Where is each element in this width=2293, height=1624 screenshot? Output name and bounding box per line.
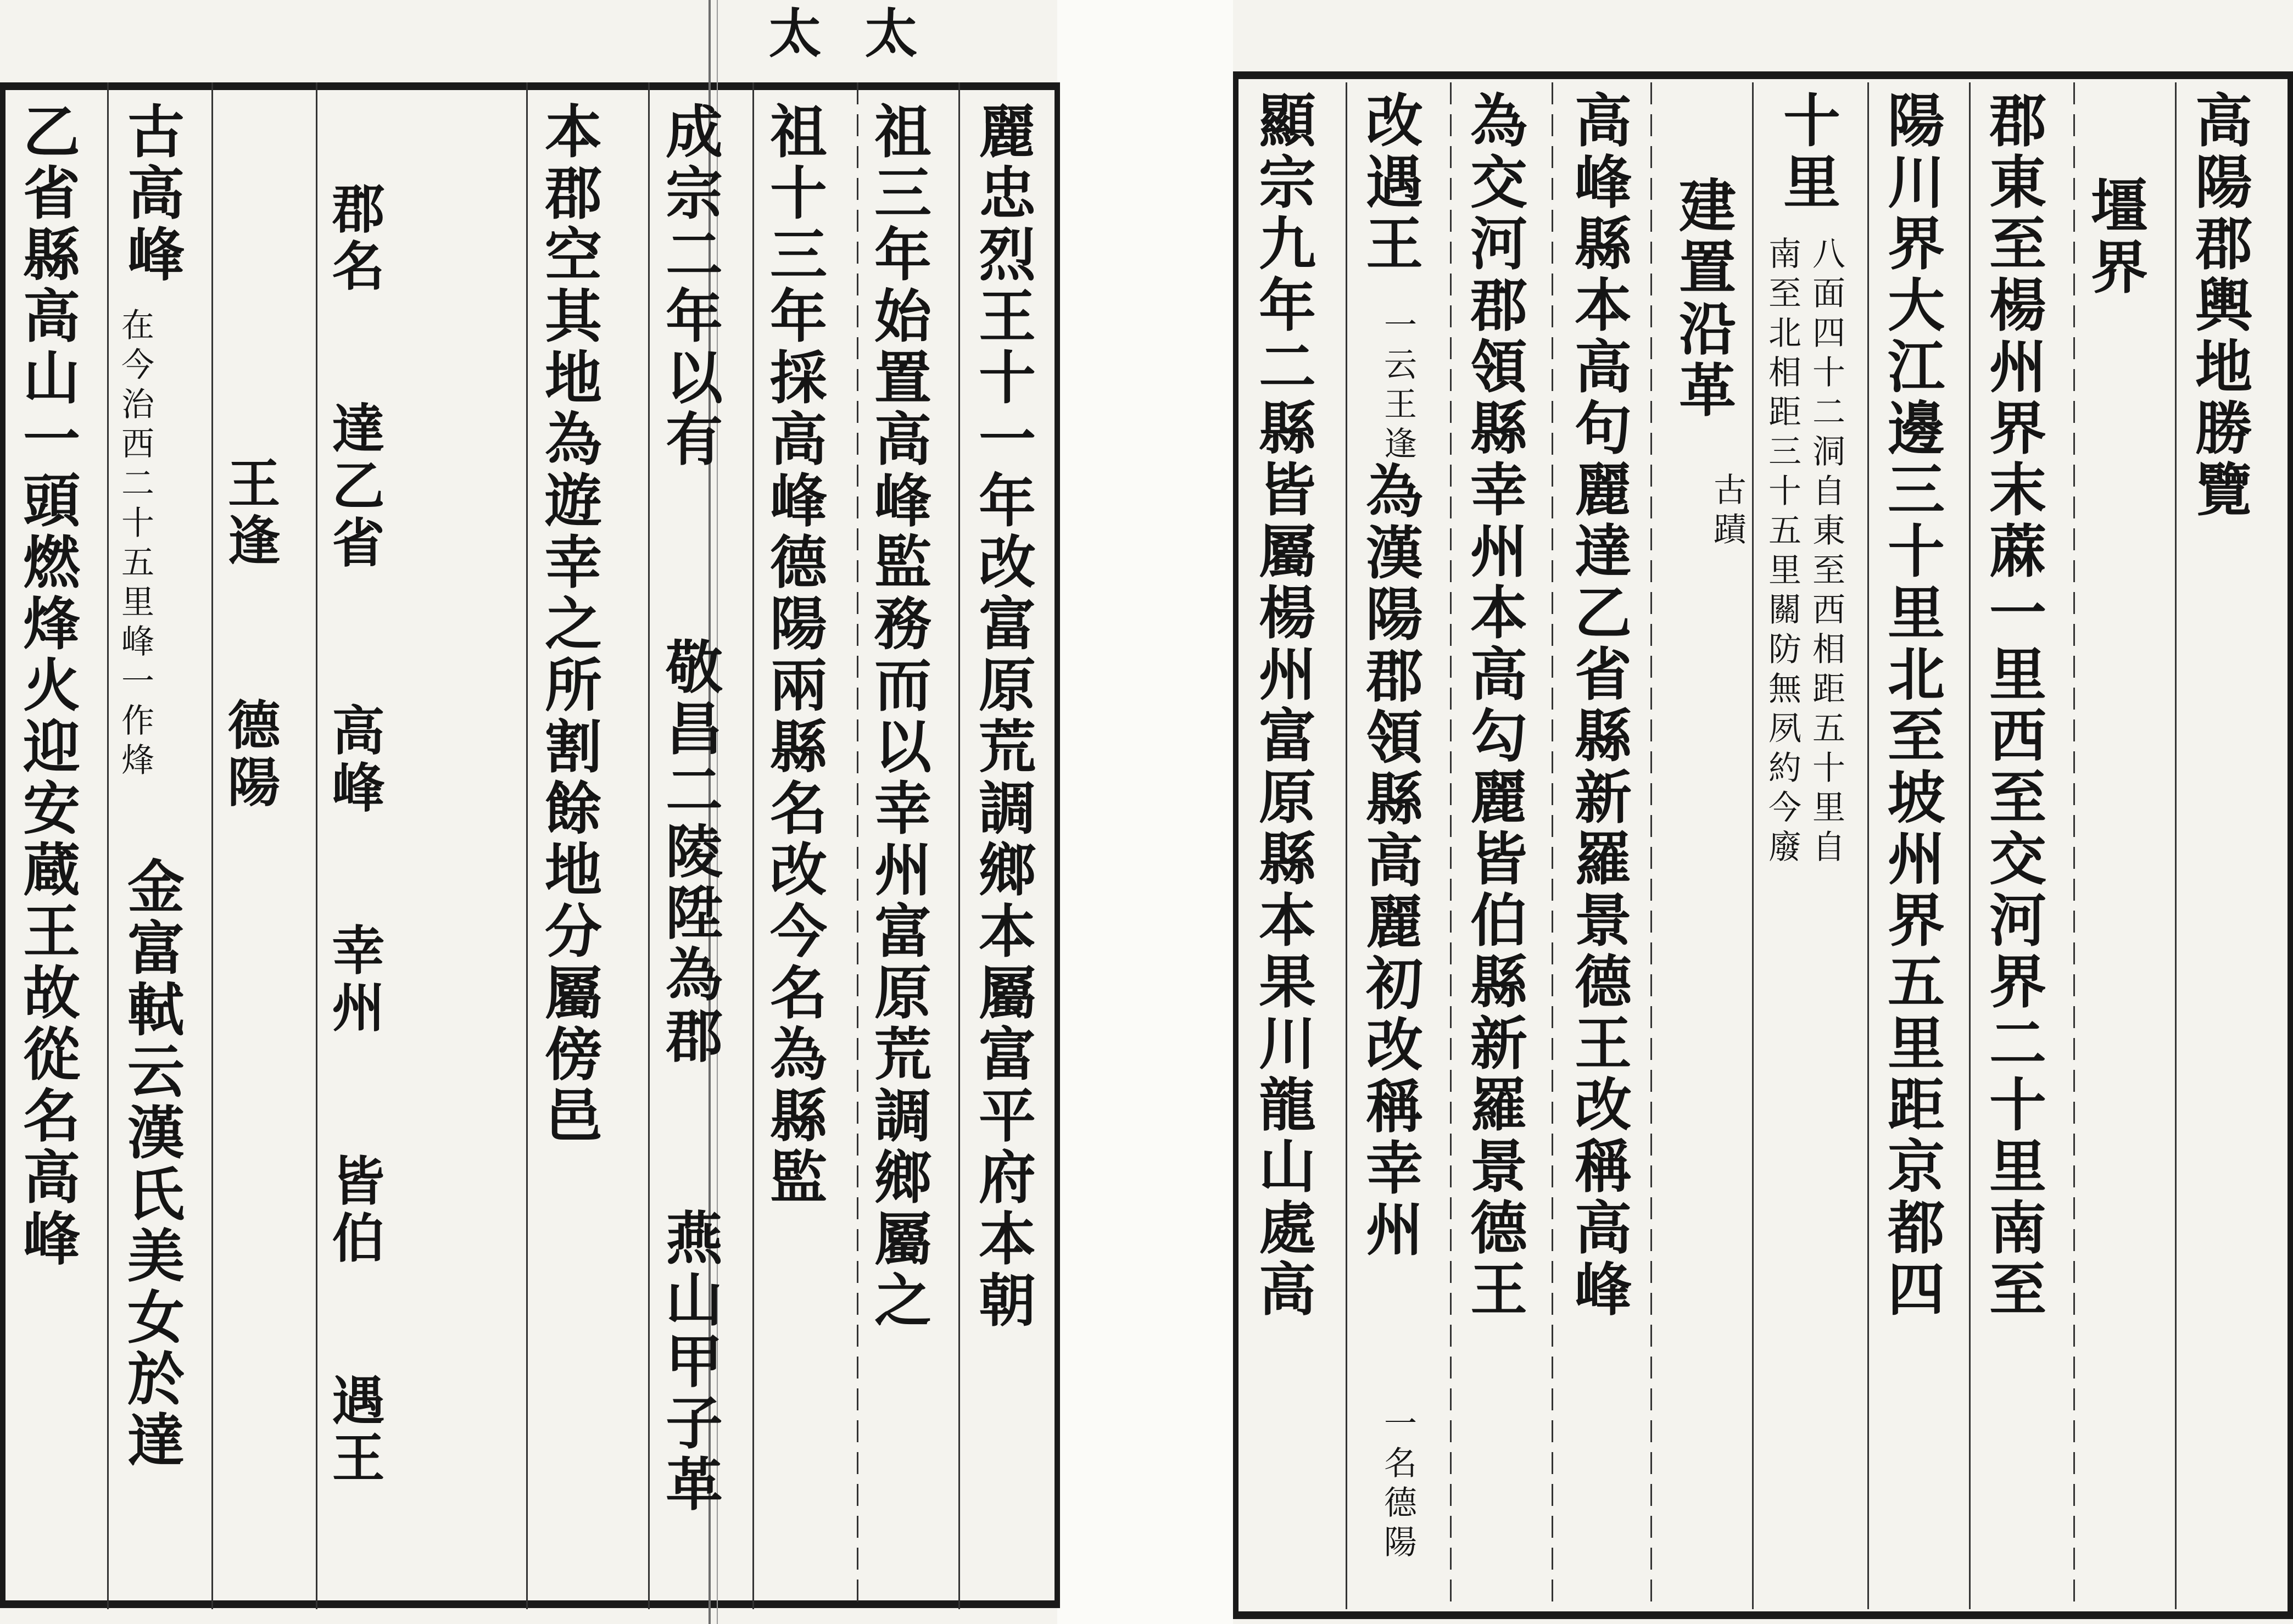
- right-ruling-7: [1552, 82, 1553, 1609]
- names-label: 郡名: [323, 181, 386, 295]
- antiquity-note: 在今治西二十五里峰一作烽: [116, 308, 154, 782]
- boundary-text-1: 郡東至楊州界末蔴一里西至交河界二十里南至: [1979, 91, 2047, 1321]
- left-col-4a: 成宗二年以有: [656, 102, 723, 471]
- note-a: 八面四十二洞自東至西相距五十里自: [1807, 236, 1845, 869]
- section-history: 建置沿革: [1669, 176, 1737, 422]
- note-d: 一名德陽: [1379, 1406, 1417, 1564]
- left-ruling-2: [857, 82, 858, 1609]
- name-1: 達乙省: [323, 401, 386, 572]
- right-ruling-1: [2175, 82, 2177, 1609]
- name-6: 王逢: [219, 456, 281, 570]
- antiquity-title: 古高峰: [118, 102, 185, 286]
- left-col-2: 祖三年始置高峰監務而以幸州富原荒調鄉屬之: [864, 102, 932, 1332]
- left-ruling-6: [316, 82, 317, 1609]
- history-5: 顯宗九年二縣皆屬楊州富原縣本果川龍山處高: [1249, 91, 1316, 1321]
- right-ruling-2: [2073, 82, 2075, 1609]
- left-header-1: 太: [856, 5, 918, 63]
- name-4: 皆伯: [323, 1153, 386, 1268]
- right-ruling-5: [1752, 82, 1754, 1609]
- right-title: 高陽郡輿地勝覽: [2185, 91, 2253, 521]
- antiquity-text: 乙省縣高山一頭燃烽火迎安蔵王故從名高峰: [13, 102, 81, 1270]
- antiquity-poem: 金富軾云漢氏美女於達: [118, 857, 185, 1472]
- name-2: 高峰: [323, 703, 386, 817]
- left-header-2: 太: [760, 5, 822, 63]
- left-col-5: 本郡空其地為遊幸之所割餘地分屬傍邑: [535, 102, 602, 1147]
- right-ruling-9: [1346, 82, 1347, 1609]
- left-ruling-3: [752, 82, 754, 1609]
- left-ruling-5: [526, 82, 528, 1609]
- right-ruling-3: [1969, 82, 1971, 1609]
- name-7: 德陽: [219, 697, 281, 812]
- history-3: 改遇王: [1356, 91, 1424, 275]
- note-b: 南至北相距三十五里關防無夙約今廢: [1763, 236, 1801, 869]
- right-ruling-4: [1867, 82, 1869, 1609]
- left-col-4b: 敬昌二陵陞為郡: [656, 637, 723, 1068]
- history-4: 為漢陽郡領縣高麗初改稱幸州: [1356, 461, 1424, 1261]
- book-gutter: [1057, 0, 1233, 1624]
- section-history-note: 古蹟: [1708, 472, 1747, 551]
- history-2: 為交河郡領縣幸州本高勾麗皆伯縣新羅景德王: [1460, 91, 1528, 1321]
- boundary-text-2: 陽川界大江邊三十里北至坡州界五里距京都四: [1878, 91, 1945, 1321]
- left-ruling-1: [958, 82, 960, 1609]
- left-col-1: 麗忠烈王十一年改富原荒調鄉本屬富平府本朝: [969, 102, 1036, 1332]
- name-5: 遇王: [323, 1373, 386, 1487]
- left-ruling-4: [648, 82, 650, 1609]
- name-3: 幸州: [323, 923, 386, 1037]
- note-c: 一云王逢: [1379, 308, 1417, 466]
- left-col-4c: 燕山甲子革: [656, 1208, 723, 1516]
- section-boundary: 壃界: [2081, 176, 2149, 299]
- boundary-text-3: 十里: [1773, 91, 1841, 214]
- right-ruling-6: [1650, 82, 1652, 1609]
- history-1: 高峰縣本高句麗達乙省縣新羅景德王改稱高峰: [1565, 91, 1632, 1321]
- right-ruling-8: [1450, 82, 1452, 1609]
- left-ruling-7: [211, 82, 213, 1609]
- left-ruling-8: [107, 82, 109, 1609]
- left-col-3: 祖十三年採高峰德陽兩縣名改今名為縣監: [760, 102, 828, 1209]
